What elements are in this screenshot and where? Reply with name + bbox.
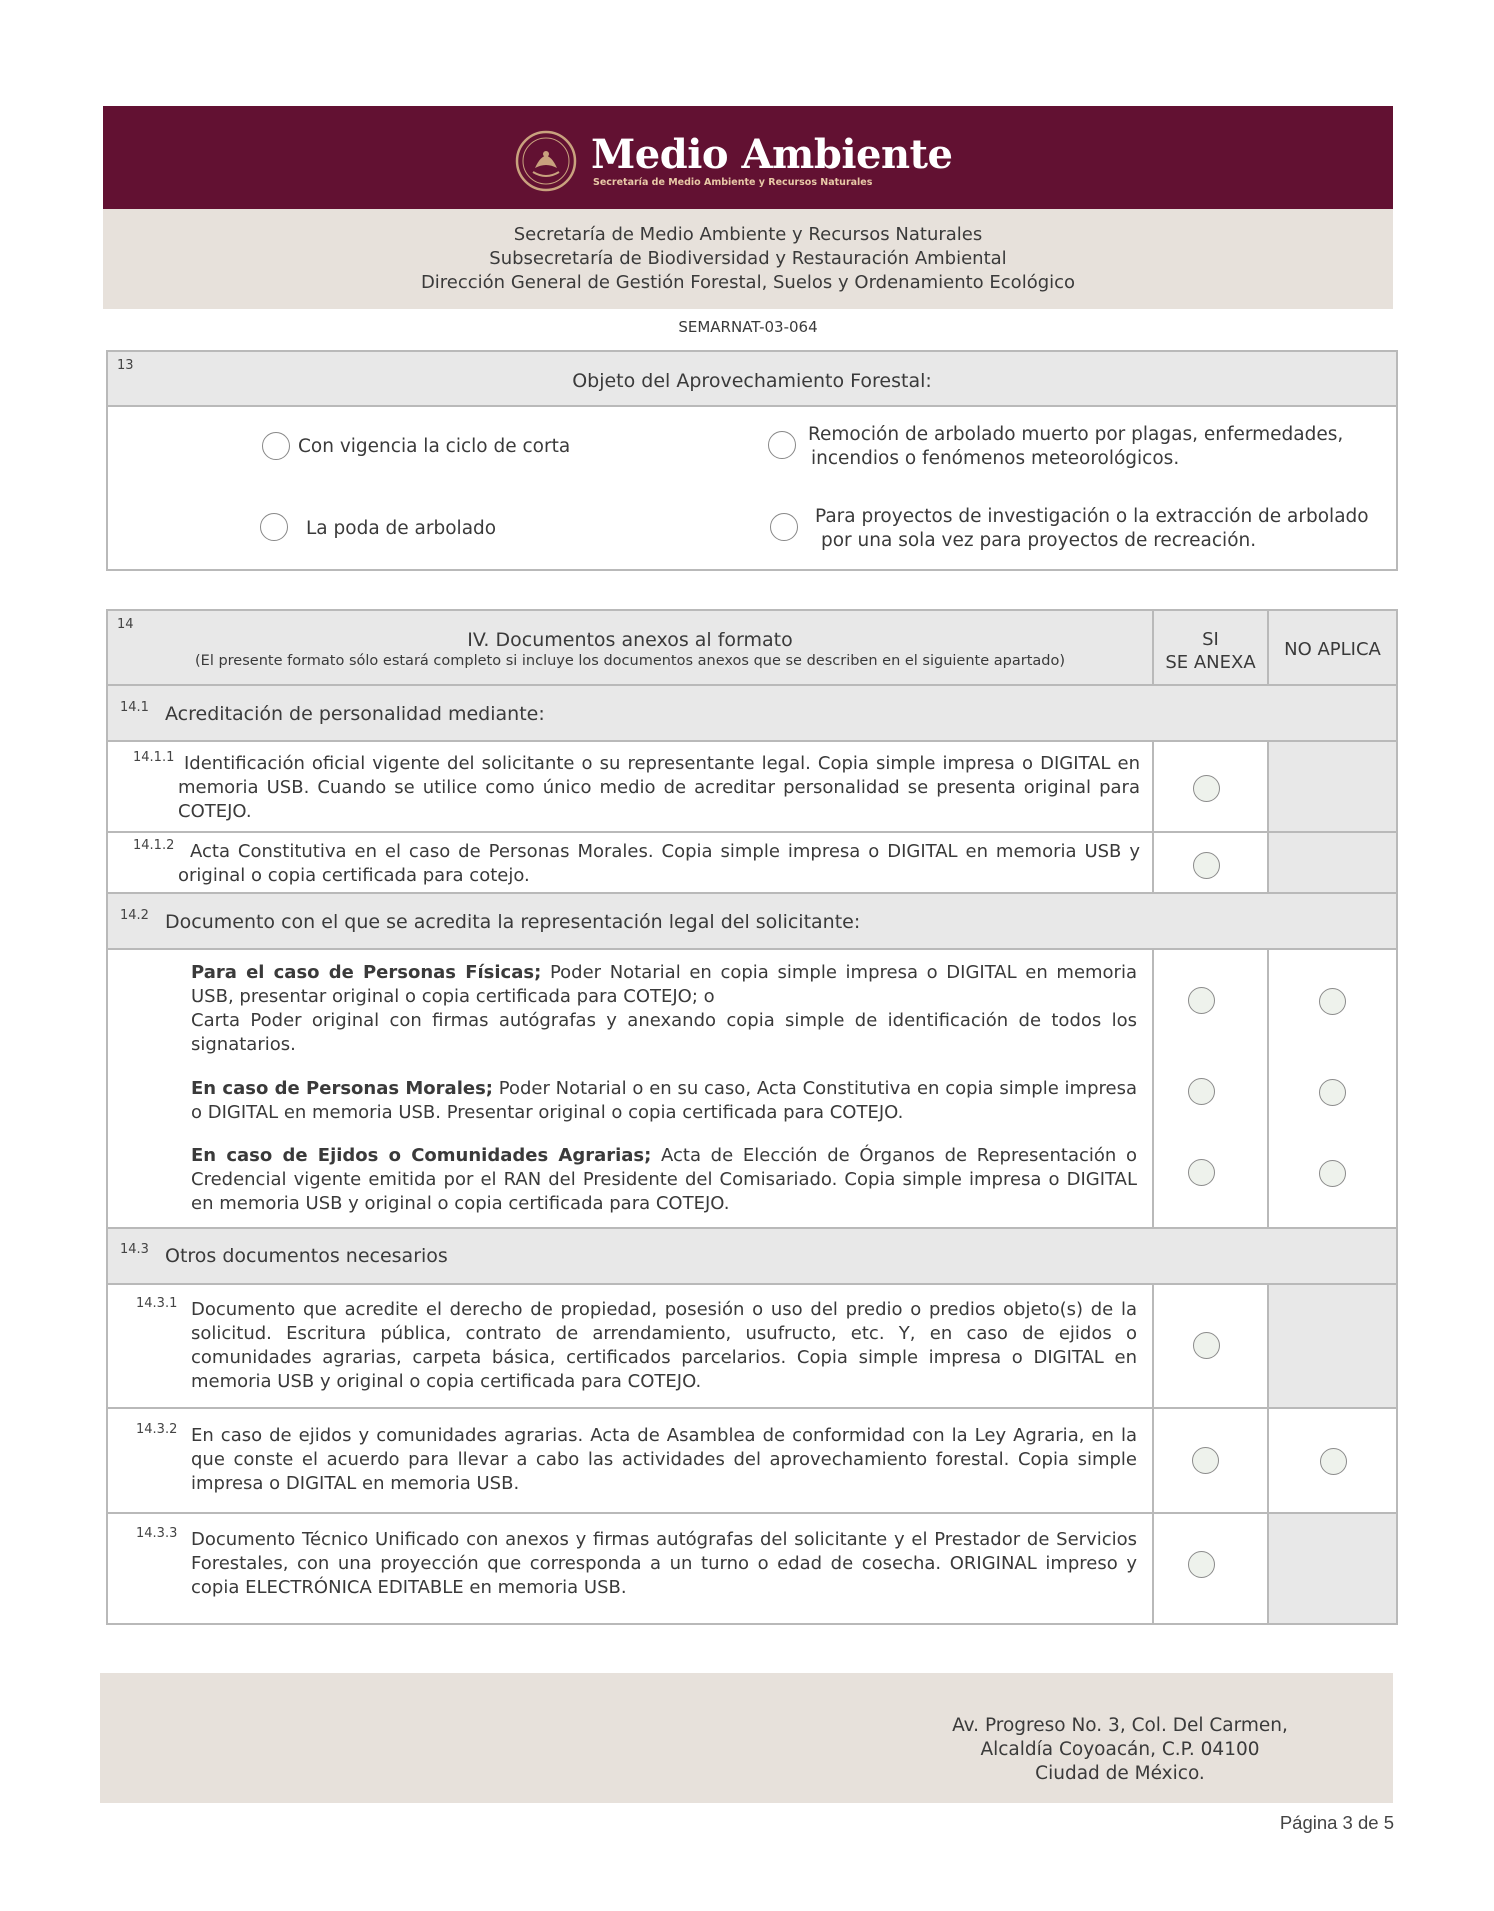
checkbox-14-1-2-si[interactable] bbox=[1193, 852, 1220, 879]
brand-logo bbox=[515, 126, 952, 196]
divider bbox=[108, 1227, 1396, 1229]
ejidos-heading: En caso de Ejidos o Comunidades Agrarias; bbox=[191, 1145, 652, 1166]
divider bbox=[108, 831, 1396, 833]
direccion-name: Dirección General de Gestión Forestal, Suelos y Ordenamiento Ecológico bbox=[420, 272, 1076, 293]
section-number: 13 bbox=[117, 358, 134, 373]
secretaria-name: Secretaría de Medio Ambiente y Recursos Naturales bbox=[513, 224, 983, 245]
radio-investigacion[interactable] bbox=[770, 513, 798, 541]
item-number: 14.3.3 bbox=[136, 1526, 178, 1541]
item-14-3-1-text: Documento que acredite el derecho de propiedad, posesión o uso del predio o predios objeto(s) de la solicitud. Escritura pública, contrato de arrendamiento, usufructo, etc. Y, en caso de ejidos o comunidades agrarias, carpeta básica, certificados parcelarios. Copia simple impresa o DIGITAL en memoria USB y original o copia certificada para COTEJO. bbox=[191, 1299, 1137, 1392]
personas-fisicas-heading: Para el caso de Personas Físicas; bbox=[191, 962, 542, 983]
brand-text bbox=[591, 133, 952, 189]
section-number: 14 bbox=[117, 617, 134, 632]
divider bbox=[1152, 741, 1154, 893]
subsection-number: 14.3 bbox=[120, 1242, 149, 1257]
subsection-number: 14.1 bbox=[120, 700, 149, 715]
option-remocion-line1: Remoción de arbolado muerto por plagas, enfermedades, bbox=[808, 424, 1344, 445]
divider bbox=[1267, 1284, 1269, 1624]
divider bbox=[108, 684, 1396, 686]
carta-poder-body: Carta Poder original con firmas autógrafas y anexando copia simple de identificación de todos los signatarios. bbox=[191, 1010, 1137, 1055]
address-line-1: Av. Progreso No. 3, Col. Del Carmen, bbox=[952, 1715, 1288, 1736]
option-ciclo-corta-label: Con vigencia la ciclo de corta bbox=[298, 436, 571, 457]
column-no-aplica: NO APLICA bbox=[1284, 639, 1381, 660]
column-si-label: SI bbox=[1202, 629, 1219, 650]
item-number: 14.1.1 bbox=[133, 750, 175, 765]
checkbox-14-3-2-na[interactable] bbox=[1320, 1448, 1347, 1475]
subsection-14-2-title: Documento con el que se acredita la representación legal del solicitante: bbox=[165, 911, 861, 933]
checkbox-morales-si[interactable] bbox=[1188, 1078, 1215, 1105]
radio-poda-arbolado[interactable] bbox=[260, 513, 288, 541]
divider bbox=[1152, 949, 1154, 1228]
subsecretaria-name: Subsecretaría de Biodiversidad y Restauración Ambiental bbox=[489, 248, 1007, 269]
brand-title: Medio Ambiente bbox=[591, 131, 953, 178]
address-line-2: Alcaldía Coyoacán, C.P. 04100 bbox=[980, 1739, 1260, 1760]
checkbox-ejidos-na[interactable] bbox=[1319, 1160, 1346, 1187]
personas-morales-body: Poder Notarial o en su caso, Acta Constitutiva en copia simple impresa o DIGITAL en memoria USB. Presentar original o copia certificada para COTEJO. bbox=[191, 1078, 1137, 1123]
brand-subtitle: Secretaría de Medio Ambiente y Recursos Naturales bbox=[593, 177, 873, 188]
divider bbox=[108, 948, 1396, 950]
personas-fisicas-body: Poder Notarial en copia simple impresa o DIGITAL en memoria USB, presentar original o copia certificada para COTEJO; o bbox=[191, 962, 1137, 1007]
form-code: SEMARNAT-03-064 bbox=[678, 318, 818, 336]
column-si-se-anexa bbox=[1154, 628, 1267, 674]
item-14-3-3-text: Documento Técnico Unificado con anexos y firmas autógrafas del solicitante y el Prestador de Servicios Forestales, con una proyección que corresponda a un turno o edad de cosecha. ORIGINAL impreso y copia ELECTRÓNICA EDITABLE en memoria USB. bbox=[191, 1529, 1137, 1598]
divider bbox=[108, 1283, 1396, 1285]
divider bbox=[108, 405, 1396, 407]
option-investigacion-line1: Para proyectos de investigación o la extracción de arbolado bbox=[815, 506, 1369, 527]
checkbox-14-3-1-si[interactable] bbox=[1193, 1332, 1220, 1359]
checkbox-morales-na[interactable] bbox=[1319, 1079, 1346, 1106]
divider bbox=[1152, 1284, 1154, 1624]
option-poda-label: La poda de arbolado bbox=[306, 518, 497, 539]
personas-morales-heading: En caso de Personas Morales; bbox=[191, 1078, 493, 1099]
divider bbox=[1267, 741, 1269, 893]
checkbox-14-1-1-si[interactable] bbox=[1193, 775, 1220, 802]
subsection-14-3-title: Otros documentos necesarios bbox=[165, 1245, 448, 1267]
personas-morales-text bbox=[191, 1077, 1137, 1125]
national-seal-icon bbox=[515, 130, 577, 192]
radio-remocion-arbolado[interactable] bbox=[768, 431, 796, 459]
radio-ciclo-corta[interactable] bbox=[262, 432, 290, 460]
column-se-anexa-label: SE ANEXA bbox=[1165, 652, 1256, 673]
divider bbox=[108, 740, 1396, 742]
item-number: 14.1.2 bbox=[133, 838, 175, 853]
checkbox-fisicas-na[interactable] bbox=[1319, 988, 1346, 1015]
subsection-number: 14.2 bbox=[120, 908, 149, 923]
divider bbox=[108, 1512, 1396, 1514]
ejidos-body: Acta de Elección de Órganos de Representación o Credencial vigente emitida por el RAN del Presidente del Comisariado. Copia simple impresa o DIGITAL en memoria USB y original o copia certificada para COTEJO. bbox=[191, 1145, 1137, 1214]
section-14-title: IV. Documentos anexos al formato bbox=[467, 629, 793, 651]
page-number: Página 3 de 5 bbox=[1279, 1812, 1394, 1833]
checkbox-fisicas-si[interactable] bbox=[1188, 987, 1215, 1014]
checkbox-14-3-3-si[interactable] bbox=[1188, 1551, 1215, 1578]
item-number: 14.3.1 bbox=[136, 1296, 178, 1311]
checkbox-ejidos-si[interactable] bbox=[1188, 1159, 1215, 1186]
divider bbox=[1267, 949, 1269, 1228]
divider bbox=[108, 1407, 1396, 1409]
ejidos-text bbox=[191, 1144, 1137, 1216]
option-remocion-line2: incendios o fenómenos meteorológicos. bbox=[811, 448, 1180, 469]
checkbox-14-3-2-si[interactable] bbox=[1192, 1447, 1219, 1474]
section-14-subtitle: (El presente formato sólo estará completo si incluye los documentos anexos que se describen en el siguiente apartado) bbox=[195, 653, 1065, 669]
section-13-title: Objeto del Aprovechamiento Forestal: bbox=[572, 370, 932, 392]
subsection-14-1-title: Acreditación de personalidad mediante: bbox=[165, 703, 545, 725]
item-14-3-2-text: En caso de ejidos y comunidades agrarias. Acta de Asamblea de conformidad con la Ley Agraria, en la que conste el acuerdo para llevar a cabo las actividades del aprovechamiento forestal. Copia simple impresa o DIGITAL en memoria USB. bbox=[191, 1425, 1137, 1494]
item-number: 14.3.2 bbox=[136, 1422, 178, 1437]
personas-fisicas-text bbox=[191, 961, 1137, 1057]
address-line-3: Ciudad de México. bbox=[1035, 1763, 1205, 1784]
item-14-1-1-text: Identificación oficial vigente del solicitante o su representante legal. Copia simple impresa o DIGITAL en memoria USB. Cuando se utilice como único medio de acreditar personalidad se presenta original para COTEJO. bbox=[178, 753, 1140, 822]
divider bbox=[108, 892, 1396, 894]
item-14-1-2-text: Acta Constitutiva en el caso de Personas Morales. Copia simple impresa o DIGITAL en memoria USB y original o copia certificada para cotejo. bbox=[178, 841, 1140, 886]
option-investigacion-line2: por una sola vez para proyectos de recreación. bbox=[821, 530, 1257, 551]
